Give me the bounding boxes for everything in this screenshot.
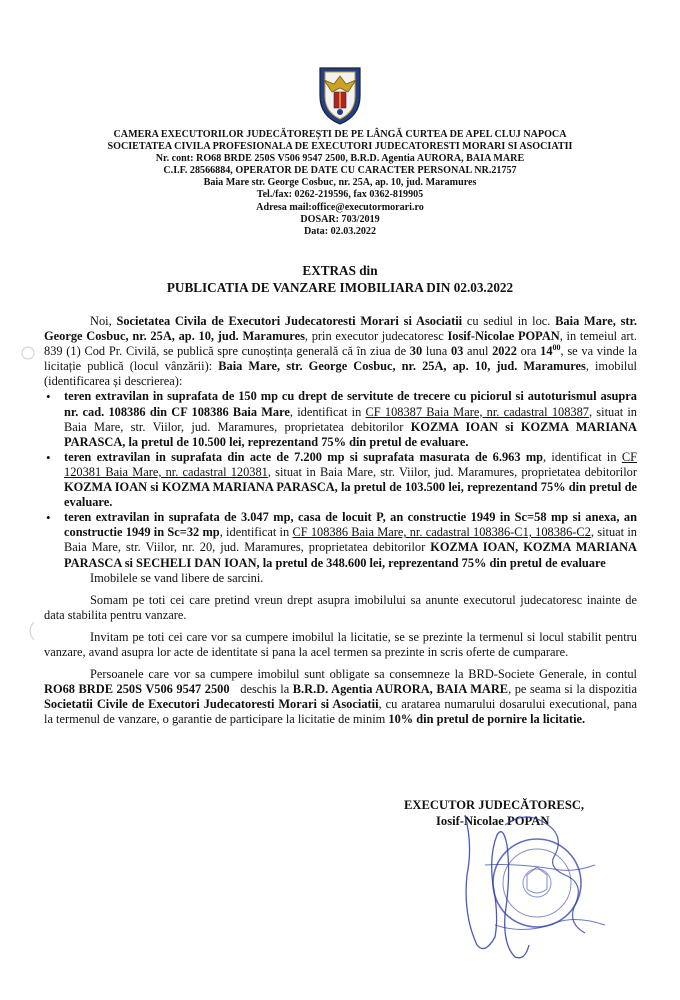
property-registry: CF 108387 Baia Mare, nr. cadastral 108387 <box>365 404 589 419</box>
deposit-text: , pe seama si la dispozitia <box>508 682 638 697</box>
coat-of-arms-icon <box>312 62 368 126</box>
deposit-beneficiary: Societatii Civile de Executori Judecatoresti Morari si Asociatii <box>44 697 379 712</box>
intro-text: , imobilul (identificarea și descrierea): <box>44 359 637 389</box>
punch-hole-mark <box>20 345 36 361</box>
intro-text: luna <box>422 344 451 359</box>
deposit-text: Persoanele care vor sa cumpere imobilul sunt obligate sa consemneze la BRD-Societe Generale, in contul <box>90 667 637 682</box>
document-body <box>44 314 637 727</box>
claims-paragraph: Somam pe toti cei care pretind vreun drept asupra imobilului sa anunte executorul judecatoresc inainte de data stabilita pentru vanzare. <box>44 592 637 622</box>
intro-paragraph <box>44 314 637 389</box>
sale-location: Baia Mare, str. George Cosbuc, nr. 25A, ap. 10, jud. Maramures <box>218 359 586 374</box>
invitation-paragraph: Invitam pe toti cei care vor sa cumpere imobilul la licitatie, se se prezinte la termenul si locul stabilit pentru vanzare, avand asupra lor acte de identitate si pana la acel termen sa prezinte in scris oferte de cumparare. <box>44 629 637 659</box>
property-text: , identificat in <box>289 404 366 419</box>
property-owners-price: KOZMA IOAN, KOZMA MARIANA PARASCA si SECHELI DAN IOAN, la pretul de 348.600 lei, reprezentand 75% din pretul de evaluare <box>64 540 637 570</box>
phone-fax: Tel./fax: 0262-219596, fax 0362-819905 <box>256 189 424 201</box>
email-address: Adresa mail:office@executormorari.ro <box>256 201 424 213</box>
property-description: teren extravilan in suprafata de 3.047 mp, casa de locuit P, an constructie 1949 in Sc=58 mp si anexa, an constructie 1949 in Sc=32 mp <box>64 510 637 540</box>
signatory-title: EXECUTOR JUDECĂTORESC, <box>404 798 585 812</box>
list-item <box>44 510 637 570</box>
letterhead <box>60 129 620 238</box>
bank-account: Nr. cont: RO68 BRDE 250S V506 9547 2500, B.R.D. Agentia AURORA, BAIA MARE <box>155 153 525 165</box>
list-item <box>44 450 637 510</box>
document-date: Data: 02.03.2022 <box>303 225 377 237</box>
property-text: , identificat in <box>543 449 622 464</box>
deposit-text: , cu aratarea numarului dosarului executional, pana la termenul de vanzare, o garantie de participare la licitatie de minim <box>44 697 637 727</box>
property-description: teren extravilan in suprafata din acte de 7.200 mp si suprafata masurata de 6.963 mp <box>64 449 544 464</box>
property-text: , identificat in <box>219 525 293 540</box>
property-owners-price: KOZMA IOAN si KOZMA MARIANA PARASCA, la pretul de 10.500 lei, reprezentand 75% din pretul de evaluare. <box>64 419 637 449</box>
official-stamp-and-signature <box>455 805 615 965</box>
sale-year: 2022 <box>492 344 517 359</box>
property-list <box>44 389 637 570</box>
property-text: , situat in Baia Mare, str. Viilor, jud. Maramures, proprietatea debitorilor <box>267 464 637 479</box>
file-number: DOSAR: 703/2019 <box>300 213 380 225</box>
property-description: teren extravilan in suprafata de 150 mp cu drept de servitute de trecere cu piciorul si autoturismul asupra nr. cad. 108386 din CF 108386 Baia Mare <box>64 389 637 419</box>
deposit-text: deschis la <box>229 682 293 697</box>
address: Baia Mare str. George Cosbuc, nr. 25A, ap. 10, jud. Maramures <box>203 177 477 189</box>
property-registry: CF 108386 Baia Mare, nr. cadastral 108386-C1, 108386-C2 <box>292 525 591 540</box>
intro-address: Baia Mare, str. George Cosbuc, nr. 25A, ap. 10, jud. Maramures <box>44 314 637 344</box>
intro-text: Noi, <box>90 314 117 328</box>
intro-text: , se va vinde la licitație publică (locul vânzării): <box>44 344 637 374</box>
sale-month: 03 <box>450 344 464 359</box>
chamber-name: CAMERA EXECUTORILOR JUDECĂTOREȘTI DE PE LÂNGĂ CURTEA DE APEL CLUJ NAPOCA <box>113 129 567 140</box>
company-name: SOCIETATEA CIVILA PROFESIONALA DE EXECUTORI JUDECATORESTI MORARI SI ASOCIATII <box>107 141 573 153</box>
property-text: , situat in Baia Mare, str. Viilor, jud. Maramures, proprietatea debitorilor <box>64 404 638 434</box>
intro-text: anul <box>463 344 493 359</box>
deposit-minimum: 10% din pretul de pornire la licitatie. <box>388 712 586 727</box>
free-of-encumbrances: Imobilele se vand libere de sarcini. <box>90 570 264 585</box>
list-item <box>44 389 637 449</box>
sale-minutes: 00 <box>552 343 561 353</box>
fiscal-code: C.I.F. 28566884, OPERATOR DE DATE CU CARACTER PERSONAL NR.21757 <box>163 165 517 177</box>
intro-text: cu sediul in loc. <box>462 314 556 328</box>
sale-day: 30 <box>409 344 423 359</box>
signatory-name: Iosif-Nicolae POPAN <box>436 814 550 828</box>
property-text: , situat in Baia Mare, str. Viilor, nr. 20, jud. Maramures, proprietatea debitorilor <box>64 525 637 555</box>
deposit-paragraph <box>44 667 637 727</box>
punch-hole-mark <box>24 620 38 642</box>
intro-executor: Iosif-Nicolae POPAN <box>447 329 560 344</box>
intro-company: Societatea Civila de Executori Judecatoresti Morari si Asociatii <box>116 314 463 328</box>
title-line-2: PUBLICATIA DE VANZARE IMOBILIARA DIN 02.03.2022 <box>166 280 514 295</box>
title-line-1: EXTRAS din <box>302 263 378 278</box>
property-registry: CF 120381 Baia Mare, nr. cadastral 120381 <box>64 449 637 479</box>
intro-text: , prin executor judecatoresc <box>304 329 448 344</box>
deposit-account: RO68 BRDE 250S V506 9547 2500 <box>44 682 230 697</box>
sale-hour: 14 <box>540 344 553 359</box>
intro-text: ora <box>516 344 541 359</box>
property-owners-price: KOZMA IOAN si KOZMA MARIANA PARASCA, la pretul de 103.500 lei, reprezentand 75% din pretul de evaluare. <box>64 480 637 510</box>
document-title <box>60 262 620 296</box>
intro-text: , in temeiul art. 839 (1) Cod Pr. Civilă, se publică spre cunoștința generală că în ziua de <box>44 329 637 359</box>
deposit-bank: B.R.D. Agentia AURORA, BAIA MARE <box>292 682 509 697</box>
